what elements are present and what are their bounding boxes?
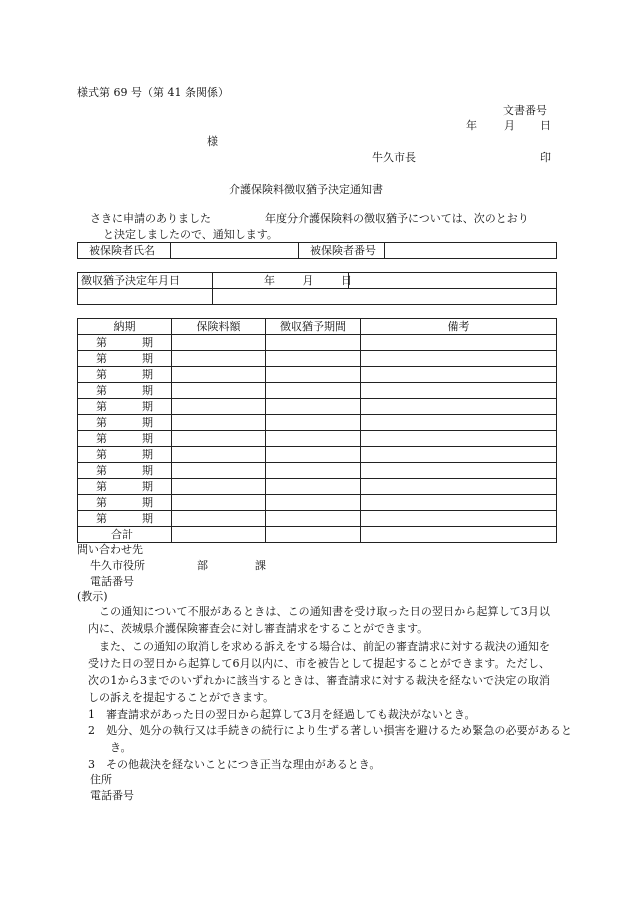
payment-row-remarks[interactable] bbox=[361, 463, 557, 479]
intro-text-a: さきに申請のありました bbox=[90, 212, 211, 225]
payment-row bbox=[78, 399, 557, 415]
period-dai: 第 bbox=[96, 495, 107, 509]
payment-row-premium[interactable] bbox=[172, 511, 266, 527]
header-due-period: 納期 bbox=[78, 319, 172, 335]
payment-row bbox=[78, 367, 557, 383]
document-number-label: 文書番号 bbox=[503, 104, 547, 117]
payment-row-premium[interactable] bbox=[172, 415, 266, 431]
insured-name-label: 被保険者氏名 bbox=[78, 243, 171, 259]
contact-phone-label: 電話番号 bbox=[90, 575, 134, 588]
document-title: 介護保険料徴収猶予決定通知書 bbox=[229, 183, 383, 196]
period-dai: 第 bbox=[96, 479, 107, 493]
payment-row-deferral[interactable] bbox=[266, 431, 361, 447]
intro-text-line2: と決定しましたので、通知します。 bbox=[103, 228, 278, 241]
header-deferral-period: 徴収猶予期間 bbox=[266, 319, 361, 335]
decision-table bbox=[77, 272, 557, 305]
payment-row-remarks[interactable] bbox=[361, 447, 557, 463]
period-ki: 期 bbox=[142, 415, 153, 429]
payment-row-premium[interactable] bbox=[172, 399, 266, 415]
payment-row bbox=[78, 463, 557, 479]
decision-year: 年 bbox=[264, 273, 275, 287]
payment-row-period bbox=[78, 415, 172, 431]
payment-row bbox=[78, 335, 557, 351]
period-dai: 第 bbox=[96, 415, 107, 429]
insured-number-value[interactable] bbox=[385, 243, 557, 259]
payment-row-period bbox=[78, 383, 172, 399]
payment-row-remarks[interactable] bbox=[361, 335, 557, 351]
period-dai: 第 bbox=[96, 335, 107, 349]
period-dai: 第 bbox=[96, 431, 107, 445]
period-ki: 期 bbox=[142, 335, 153, 349]
payment-row-period bbox=[78, 399, 172, 415]
period-dai: 第 bbox=[96, 351, 107, 365]
payment-row-premium[interactable] bbox=[172, 335, 266, 351]
instruction-item-2: 2 処分、処分の執行又は手続きの続行により生ずる著しい損害を避けるため緊急の必要があるとき。 bbox=[88, 724, 572, 754]
payment-row bbox=[78, 495, 557, 511]
payment-row-period bbox=[78, 335, 172, 351]
instruction-item-1: 1 審査請求があった日の翌日から起算して3月を経過しても裁決がないとき。 bbox=[88, 708, 476, 721]
payment-row-premium[interactable] bbox=[172, 351, 266, 367]
insured-number-label: 被保険者番号 bbox=[299, 243, 385, 259]
period-ki: 期 bbox=[142, 447, 153, 461]
instruction-paragraph-1: この通知について不服があるときは、この通知書を受け取った日の翌日から起算して3月以内に、茨城県介護保険審査会に対し審査請求をすることができます。 bbox=[88, 605, 550, 635]
decision-date-value[interactable] bbox=[213, 273, 352, 289]
date-year: 年 bbox=[466, 119, 477, 132]
payment-row-premium[interactable] bbox=[172, 479, 266, 495]
payment-row-premium[interactable] bbox=[172, 383, 266, 399]
total-label: 合計 bbox=[78, 527, 172, 543]
payment-row-deferral[interactable] bbox=[266, 415, 361, 431]
intro-text-b: 年度分介護保険料の徴収猶予については、次のとおり bbox=[265, 212, 529, 225]
payment-row bbox=[78, 431, 557, 447]
payment-row-premium[interactable] bbox=[172, 463, 266, 479]
payment-row-remarks[interactable] bbox=[361, 511, 557, 527]
payment-row-premium[interactable] bbox=[172, 367, 266, 383]
payment-row-premium[interactable] bbox=[172, 431, 266, 447]
payment-row-premium[interactable] bbox=[172, 495, 266, 511]
period-ki: 期 bbox=[142, 399, 153, 413]
payment-row-remarks[interactable] bbox=[361, 399, 557, 415]
issuer-name: 牛久市長 bbox=[372, 151, 416, 164]
period-ki: 期 bbox=[142, 495, 153, 509]
payment-row-deferral[interactable] bbox=[266, 463, 361, 479]
payment-row-deferral[interactable] bbox=[266, 383, 361, 399]
payment-row-remarks[interactable] bbox=[361, 415, 557, 431]
payment-row-remarks[interactable] bbox=[361, 479, 557, 495]
header-remarks: 備考 bbox=[361, 319, 557, 335]
payment-row-period bbox=[78, 367, 172, 383]
payment-row-remarks[interactable] bbox=[361, 431, 557, 447]
payment-row-remarks[interactable] bbox=[361, 367, 557, 383]
payment-row-period bbox=[78, 351, 172, 367]
total-remarks[interactable] bbox=[361, 527, 557, 543]
period-ki: 期 bbox=[142, 463, 153, 477]
period-ki: 期 bbox=[142, 431, 153, 445]
decision-extra-left bbox=[78, 289, 213, 305]
instruction-item-3: 3 その他裁決を経ないことにつき正当な理由があるとき。 bbox=[88, 758, 381, 771]
payment-row-deferral[interactable] bbox=[266, 447, 361, 463]
period-dai: 第 bbox=[96, 511, 107, 525]
payment-header-row bbox=[78, 319, 557, 335]
total-deferral-period[interactable] bbox=[266, 527, 361, 543]
insured-table bbox=[77, 242, 557, 259]
contact-dept: 部 bbox=[197, 559, 208, 572]
payment-row-remarks[interactable] bbox=[361, 351, 557, 367]
decision-month: 月 bbox=[302, 273, 314, 287]
payment-row-period bbox=[78, 479, 172, 495]
form-number: 様式第 69 号（第 41 条関係） bbox=[77, 86, 229, 99]
period-ki: 期 bbox=[142, 367, 153, 381]
payment-row-deferral[interactable] bbox=[266, 479, 361, 495]
period-dai: 第 bbox=[96, 399, 107, 413]
header-premium-amount: 保険料額 bbox=[172, 319, 266, 335]
period-dai: 第 bbox=[96, 367, 107, 381]
payment-row-remarks[interactable] bbox=[361, 383, 557, 399]
instruction-address-label: 住所 bbox=[90, 773, 112, 786]
addressee-suffix: 様 bbox=[207, 135, 218, 148]
payment-row-period bbox=[78, 495, 172, 511]
decision-day: 日 bbox=[341, 273, 352, 287]
instruction-phone-label: 電話番号 bbox=[90, 789, 134, 802]
contact-heading: 問い合わせ先 bbox=[77, 543, 143, 556]
payment-row-premium[interactable] bbox=[172, 447, 266, 463]
period-ki: 期 bbox=[142, 383, 153, 397]
payment-row-deferral[interactable] bbox=[266, 511, 361, 527]
payment-row bbox=[78, 383, 557, 399]
payment-row-deferral[interactable] bbox=[266, 335, 361, 351]
decision-date-label: 徴収猶予決定年月日 bbox=[78, 273, 213, 289]
payment-row-period bbox=[78, 511, 172, 527]
payment-row-deferral[interactable] bbox=[266, 399, 361, 415]
decision-blank-cell bbox=[349, 273, 557, 289]
date-month: 月 bbox=[504, 119, 515, 132]
date-day: 日 bbox=[540, 119, 551, 132]
instruction-paragraph-2: また、この通知の取消しを求める訴えをする場合は、前記の審査請求に対する裁決の通知を受けた日の翌日から起算して6月以内に、市を被告として提起することができます。ただし、次の1から3までのいずれかに該当するときは、審査請求に対する裁決を経ないで決定の取消しの訴えを提起することができます。 bbox=[88, 640, 550, 704]
total-premium-amount[interactable] bbox=[172, 527, 266, 543]
payment-row-deferral[interactable] bbox=[266, 367, 361, 383]
payment-row bbox=[78, 447, 557, 463]
payment-row bbox=[78, 415, 557, 431]
period-ki: 期 bbox=[142, 511, 153, 525]
payment-row-period bbox=[78, 447, 172, 463]
payment-table bbox=[77, 318, 557, 543]
period-dai: 第 bbox=[96, 383, 107, 397]
payment-total-row bbox=[78, 527, 557, 543]
payment-row bbox=[78, 511, 557, 527]
payment-row-period bbox=[78, 431, 172, 447]
payment-row-period bbox=[78, 463, 172, 479]
payment-row-deferral[interactable] bbox=[266, 495, 361, 511]
period-ki: 期 bbox=[142, 351, 153, 365]
contact-section: 課 bbox=[255, 559, 266, 572]
payment-row-remarks[interactable] bbox=[361, 495, 557, 511]
decision-extra-right[interactable] bbox=[213, 289, 557, 305]
payment-row bbox=[78, 351, 557, 367]
contact-office: 牛久市役所 bbox=[90, 559, 145, 572]
payment-row-deferral[interactable] bbox=[266, 351, 361, 367]
seal-mark: 印 bbox=[540, 151, 551, 164]
period-dai: 第 bbox=[96, 463, 107, 477]
period-dai: 第 bbox=[96, 447, 107, 461]
instruction-heading: (教示) bbox=[77, 590, 108, 603]
payment-row bbox=[78, 479, 557, 495]
period-ki: 期 bbox=[142, 479, 153, 493]
insured-name-value[interactable] bbox=[171, 243, 299, 259]
